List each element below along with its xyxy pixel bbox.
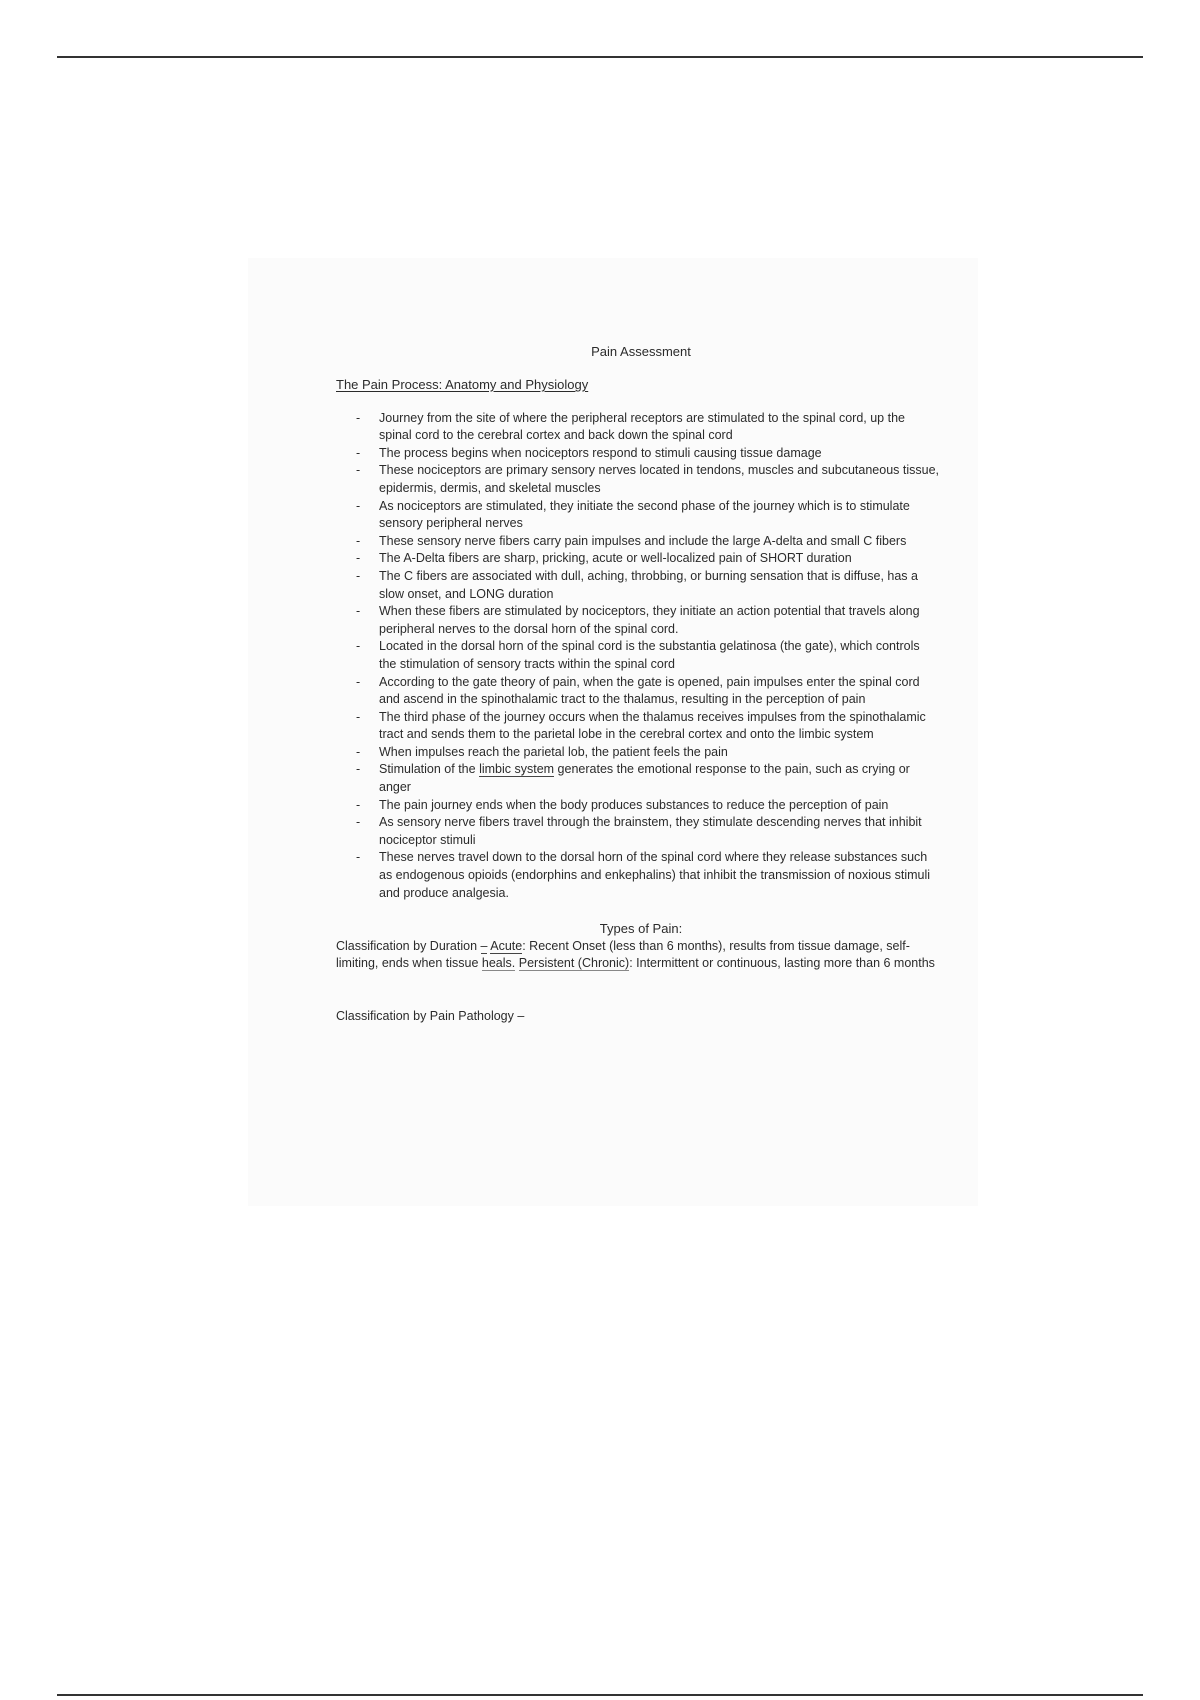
- bullet-marker: -: [356, 674, 361, 689]
- types-of-pain-heading: Types of Pain:: [599, 921, 683, 937]
- bullet-marker: -: [356, 744, 361, 759]
- list-item: - The A-Delta fibers are sharp, pricking, acute or well-localized pain of SHORT duration: [336, 550, 946, 568]
- duration-dash: –: [480, 938, 488, 953]
- bullet-marker: -: [356, 815, 361, 830]
- bullet-marker: -: [356, 604, 361, 619]
- heals-word: heals.: [481, 956, 516, 971]
- persistent-label: Persistent (Chronic): [518, 956, 630, 971]
- bullet-marker: -: [356, 762, 361, 777]
- list-item: - These nociceptors are primary sensory nerves located in tendons, muscles and subcutaneous tissue, epidermis, dermis, and skeletal muscles: [356, 463, 940, 495]
- bullet-marker: -: [356, 551, 361, 566]
- bullet-marker: -: [356, 445, 361, 460]
- list-item: - Located in the dorsal horn of the spinal cord is the substantia gelatinosa (the gate), which controls the stimulation of sensory tracts within the spinal cord: [356, 639, 920, 671]
- bullet-marker: -: [356, 533, 361, 548]
- section-heading: The Pain Process: Anatomy and Physiology: [336, 377, 589, 392]
- bullet-list: [336, 410, 946, 903]
- bullet-marker: -: [356, 410, 361, 425]
- list-item: - According to the gate theory of pain, when the gate is opened, pain impulses enter the spinal cord and ascend in the spinothalamic tract to the thalamus, resulting in the perception of pain: [356, 674, 920, 707]
- bullet-marker: -: [356, 850, 361, 865]
- bullet-marker: -: [356, 639, 361, 654]
- top-rule: [57, 56, 1143, 58]
- list-item: - The pain journey ends when the body produces substances to reduce the perception of pain: [336, 797, 946, 815]
- document-title: Pain Assessment: [591, 344, 691, 359]
- bullet-marker: -: [356, 498, 361, 513]
- bullet-marker: -: [356, 568, 361, 583]
- list-item: - These nerves travel down to the dorsal horn of the spinal cord where they release substances such as endogenous opioids (endorphins and enkephalins) that inhibit the transmission of noxious stimuli and produce analgesia.: [356, 850, 931, 900]
- bottom-rule: [57, 1694, 1143, 1696]
- bullet-marker: -: [356, 797, 361, 812]
- bullet-marker: -: [356, 463, 361, 478]
- pathology-classification: Classification by Pain Pathology –: [336, 1009, 525, 1023]
- list-item: - The C fibers are associated with dull, aching, throbbing, or burning sensation that is diffuse, has a slow onset, and LONG duration: [356, 568, 918, 601]
- list-item: - The third phase of the journey occurs when the thalamus receives impulses from the spinothalamic tract and sends them to the parietal lobe in the cerebral cortex and onto the limbic system: [356, 709, 926, 742]
- bullet-marker: -: [356, 709, 361, 724]
- duration-classification: Classification by Duration – Acute: Recent Onset (less than 6 months), results from tissue damage, self-limiting, ends when tissue heals. Persistent (Chronic): Intermittent or continuous, lasting more than 6 months: [336, 938, 935, 971]
- list-item: - Stimulation of the limbic system generates the emotional response to the pain, such as crying or anger: [356, 762, 910, 795]
- list-item: - As sensory nerve fibers travel through the brainstem, they stimulate descending nerves that inhibit nociceptor stimuli: [356, 815, 922, 847]
- list-item: - Journey from the site of where the peripheral receptors are stimulated to the spinal cord, up the spinal cord to the cerebral cortex and back down the spinal cord: [356, 410, 905, 443]
- list-item: - When these fibers are stimulated by nociceptors, they initiate an action potential that travels along peripheral nerves to the dorsal horn of the spinal cord.: [356, 604, 920, 636]
- list-item: - The process begins when nociceptors respond to stimuli causing tissue damage: [336, 445, 946, 463]
- limbic-system-term: limbic system: [479, 762, 555, 777]
- list-item: - These sensory nerve fibers carry pain impulses and include the large A-delta and small C fibers: [336, 533, 946, 551]
- acute-label: Acute: [490, 938, 523, 953]
- list-item: - When impulses reach the parietal lob, the patient feels the pain: [336, 744, 946, 762]
- document-body: [336, 343, 946, 1026]
- list-item: - As nociceptors are stimulated, they initiate the second phase of the journey which is to stimulate sensory peripheral nerves: [356, 498, 910, 531]
